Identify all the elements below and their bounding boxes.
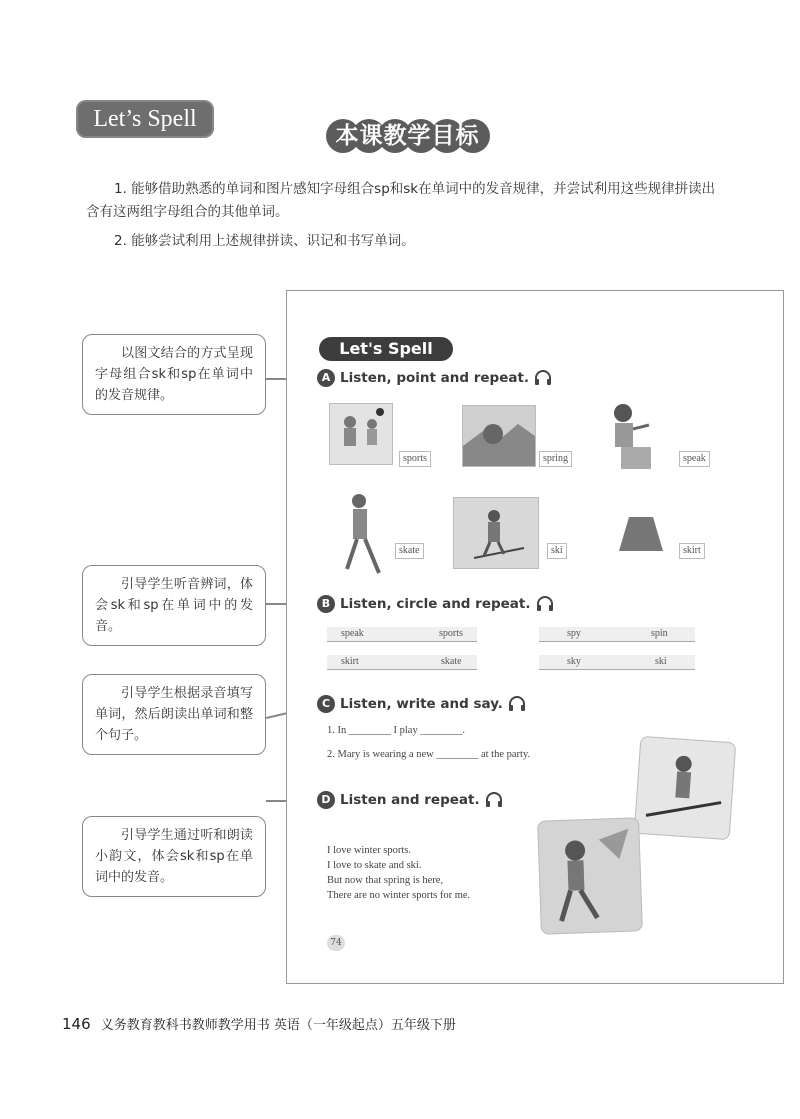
word-b-ski: ski	[655, 656, 667, 667]
note-box-2: 引导学生听音辨词，体会sk和sp在单词中的发音。	[82, 565, 266, 646]
skirt-picture	[617, 513, 665, 555]
section-letter-b: B	[317, 595, 335, 613]
section-letter-c: C	[317, 695, 335, 713]
section-letter-a: A	[317, 369, 335, 387]
lesson-goals-title: 本课教学目标	[335, 123, 480, 149]
word-skate: skate	[395, 543, 424, 559]
word-b-sky: sky	[567, 656, 581, 667]
word-b-skate: skate	[441, 656, 462, 667]
word-b-speak: speak	[341, 628, 364, 639]
section-c-heading	[317, 695, 526, 713]
section-b-heading	[317, 595, 554, 613]
page-footer	[62, 1014, 456, 1033]
word-b-spy: spy	[567, 628, 581, 639]
headphone-icon	[508, 696, 526, 712]
section-letter-d: D	[317, 791, 335, 809]
word-strip-b1	[327, 627, 477, 642]
word-spring: spring	[539, 451, 572, 467]
textbook-page-number: 74	[327, 935, 345, 951]
spring-picture	[462, 405, 536, 467]
word-strip-b3	[327, 655, 477, 670]
word-skirt: skirt	[679, 543, 705, 559]
skiing-illustration	[634, 736, 737, 840]
word-speak: speak	[679, 451, 710, 467]
textbook-page	[286, 290, 784, 984]
sentence-c2: 2. Mary is wearing a new ________ at the party.	[327, 749, 531, 760]
word-strip-b2	[539, 627, 695, 642]
speak-picture	[599, 399, 659, 471]
goal-item-1: 1. 能够借助熟悉的单词和图片感知字母组合sp和sk在单词中的发音规律，并尝试利用这些规律拼读出含有这两组字母组合的其他单词。	[86, 181, 716, 220]
sentence-c1: 1. In ________ I play ________.	[327, 725, 465, 736]
footer-page-number: 146	[62, 1015, 91, 1033]
headphone-icon	[534, 370, 552, 386]
footer-book-title: 义务教育教科书教师教学用书 英语（一年级起点）五年级下册	[100, 1018, 456, 1033]
running-boy-illustration	[537, 817, 643, 934]
sports-picture	[329, 403, 393, 465]
note-box-4: 引导学生通过听和朗读小韵文，体会sk和sp在单词中的发音。	[82, 816, 266, 897]
section-b-title: Listen, circle and repeat.	[340, 596, 531, 612]
poem	[327, 843, 470, 903]
poem-line: There are no winter sports for me.	[327, 890, 471, 901]
poem-line: I love winter sports.	[327, 845, 411, 856]
textbook-lets-spell-header: Let's Spell	[319, 337, 453, 361]
headphone-icon	[536, 596, 554, 612]
section-a-title: Listen, point and repeat.	[340, 370, 530, 386]
word-b-skirt: skirt	[341, 656, 359, 667]
section-c-title: Listen, write and say.	[340, 696, 503, 712]
word-b-sports: sports	[439, 628, 463, 639]
lets-spell-badge: Let’s Spell	[76, 100, 214, 138]
goal-item-2: 2. 能够尝试利用上述规律拼读、识记和书写单词。	[114, 233, 415, 249]
skate-picture	[339, 489, 393, 579]
note-box-3: 引导学生根据录音填写单词，然后朗读出单词和整个句子。	[82, 674, 266, 755]
section-d-heading	[317, 791, 503, 809]
ski-picture	[453, 497, 539, 569]
note-box-1: 以图文结合的方式呈现字母组合sk和sp在单词中的发音规律。	[82, 334, 266, 415]
section-a-heading	[317, 369, 552, 387]
word-sports: sports	[399, 451, 431, 467]
word-b-spin: spin	[651, 628, 668, 639]
poem-line: I love to skate and ski.	[327, 860, 422, 871]
word-strip-b4	[539, 655, 695, 670]
headphone-icon	[485, 792, 503, 808]
poem-line: But now that spring is here,	[327, 875, 444, 886]
section-d-title: Listen and repeat.	[340, 792, 480, 808]
word-ski: ski	[547, 543, 567, 559]
